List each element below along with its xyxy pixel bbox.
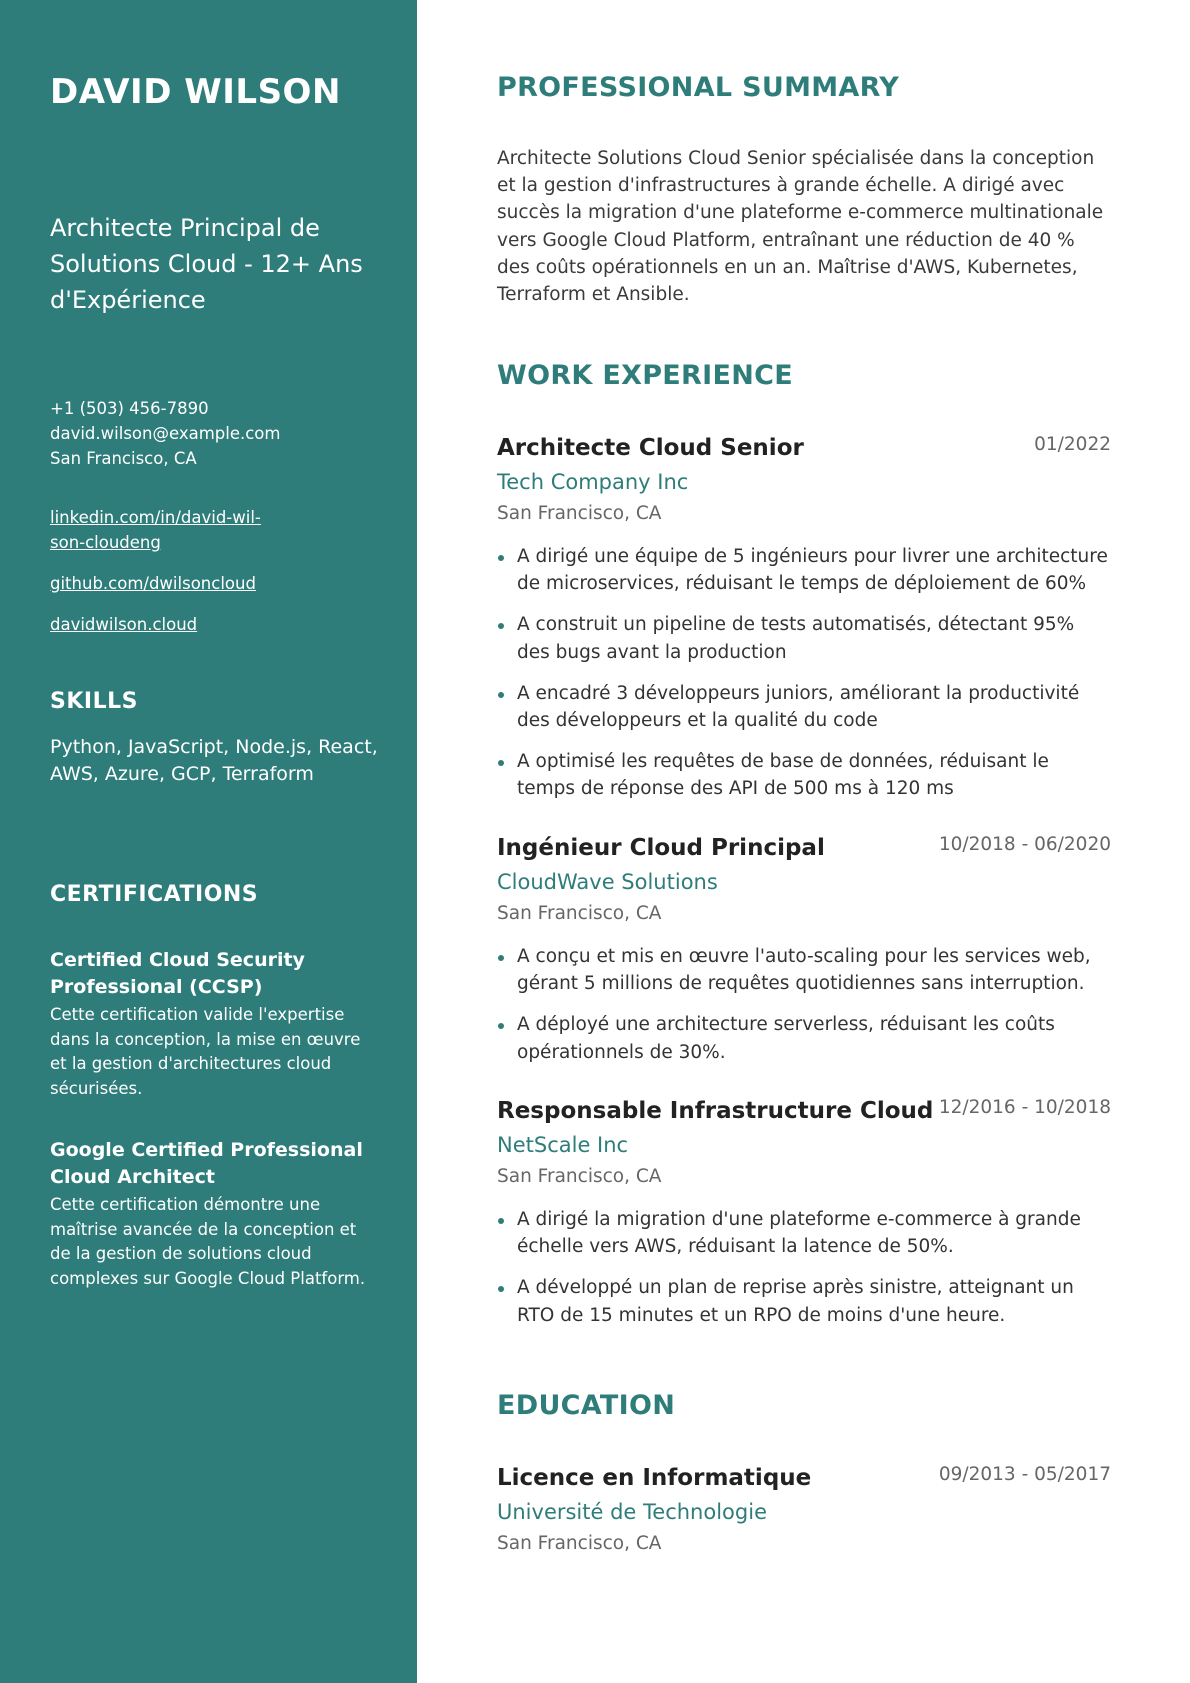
- job-bullet: A développé un plan de reprise après sinistre, atteignant un RTO de 15 minutes et un RPO de moins d'une heure.: [497, 1274, 1111, 1328]
- job-date: 10/2018 - 06/2020: [938, 834, 1111, 855]
- certification-item: [50, 947, 370, 1101]
- location: San Francisco, CA: [50, 449, 197, 468]
- job-bullets: [497, 1206, 1111, 1329]
- job-location: San Francisco, CA: [497, 1166, 662, 1187]
- job-title: Responsable Infrastructure Cloud: [497, 1098, 934, 1124]
- linkedin-link-line1: linkedin.com/in/david-wil-: [50, 508, 261, 527]
- education-location: San Francisco, CA: [497, 1533, 662, 1554]
- certification-description: Cette certification valide l'expertise dans la conception, la mise en œuvre et la gestion d'architectures cloud sécurisées.: [50, 1005, 361, 1098]
- contact-block: [50, 396, 280, 471]
- job-entry: [497, 832, 1111, 1080]
- certification-item: [50, 1137, 370, 1291]
- links-block: [50, 505, 350, 653]
- headline: Architecte Principal de Solutions Cloud - 12+ Ans d'Expérience: [50, 214, 363, 314]
- certification-description: Cette certification démontre une maîtrise avancée de la conception et de la gestion de solutions cloud complexes sur Google Cloud Platform.: [50, 1195, 366, 1288]
- company-name: Tech Company Inc: [497, 470, 689, 494]
- main-content: [497, 0, 1111, 1683]
- job-location: San Francisco, CA: [497, 903, 662, 924]
- education-heading: EDUCATION: [497, 1390, 676, 1421]
- github-link[interactable]: github.com/dwilsoncloud: [50, 574, 256, 593]
- candidate-name: DAVID WILSON: [50, 72, 341, 112]
- website-link[interactable]: davidwilson.cloud: [50, 615, 198, 634]
- job-bullet: A construit un pipeline de tests automatisés, détectant 95% des bugs avant la production: [497, 611, 1111, 665]
- skills-heading: SKILLS: [50, 689, 138, 714]
- linkedin-link[interactable]: [50, 505, 350, 555]
- job-bullets: [497, 943, 1111, 1066]
- certifications-heading: CERTIFICATIONS: [50, 882, 259, 907]
- sidebar: [0, 0, 417, 1683]
- job-title: Ingénieur Cloud Principal: [497, 835, 825, 861]
- job-bullet: A encadré 3 développeurs juniors, améliorant la productivité des développeurs et la qualité du code: [497, 680, 1111, 734]
- experience-heading: WORK EXPERIENCE: [497, 360, 793, 391]
- education-date: 09/2013 - 05/2017: [938, 1464, 1111, 1485]
- job-bullet: A déployé une architecture serverless, réduisant les coûts opérationnels de 30%.: [497, 1011, 1111, 1065]
- job-entry: [497, 1095, 1111, 1343]
- job-bullet: A dirigé une équipe de 5 ingénieurs pour livrer une architecture de microservices, réduisant le temps de déploiement de 60%: [497, 543, 1111, 597]
- summary-heading: PROFESSIONAL SUMMARY: [497, 72, 900, 103]
- job-bullet: A optimisé les requêtes de base de données, réduisant le temps de réponse des API de 500 ms à 120 ms: [497, 748, 1111, 802]
- company-name: NetScale Inc: [497, 1133, 629, 1157]
- linkedin-link-line2: son-cloudeng: [50, 533, 161, 552]
- certification-title: Certified Cloud Security Professional (CCSP): [50, 949, 305, 998]
- education-entry: [497, 1462, 1111, 1559]
- degree-title: Licence en Informatique: [497, 1465, 812, 1491]
- job-title: Architecte Cloud Senior: [497, 435, 804, 461]
- skills-list: Python, JavaScript, Node.js, React, AWS, Azure, GCP, Terraform: [50, 736, 378, 785]
- company-name: CloudWave Solutions: [497, 870, 718, 894]
- summary-text: Architecte Solutions Cloud Senior spécialisée dans la conception et la gestion d'infrastructures à grande échelle. A dirigé avec succès la migration d'une plateforme e-commerce multinationale vers Google Cloud Platform, entraînant une réduction de 40 % des coûts opérationnels en un an. Maîtrise d'AWS, Kubernetes, Terraform et Ansible.: [497, 148, 1104, 306]
- school-name: Université de Technologie: [497, 1500, 767, 1524]
- job-entry: [497, 432, 1111, 817]
- job-location: San Francisco, CA: [497, 503, 662, 524]
- email: david.wilson@example.com: [50, 424, 281, 443]
- job-date: 12/2016 - 10/2018: [938, 1097, 1111, 1118]
- job-date: 01/2022: [1034, 434, 1111, 455]
- phone: +1 (503) 456-7890: [50, 399, 209, 418]
- job-bullet: A dirigé la migration d'une plateforme e-commerce à grande échelle vers AWS, réduisant la latence de 50%.: [497, 1206, 1111, 1260]
- certification-title: Google Certified Professional Cloud Architect: [50, 1139, 363, 1188]
- job-bullet: A conçu et mis en œuvre l'auto-scaling pour les services web, gérant 5 millions de requêtes quotidiennes sans interruption.: [497, 943, 1111, 997]
- job-bullets: [497, 543, 1111, 803]
